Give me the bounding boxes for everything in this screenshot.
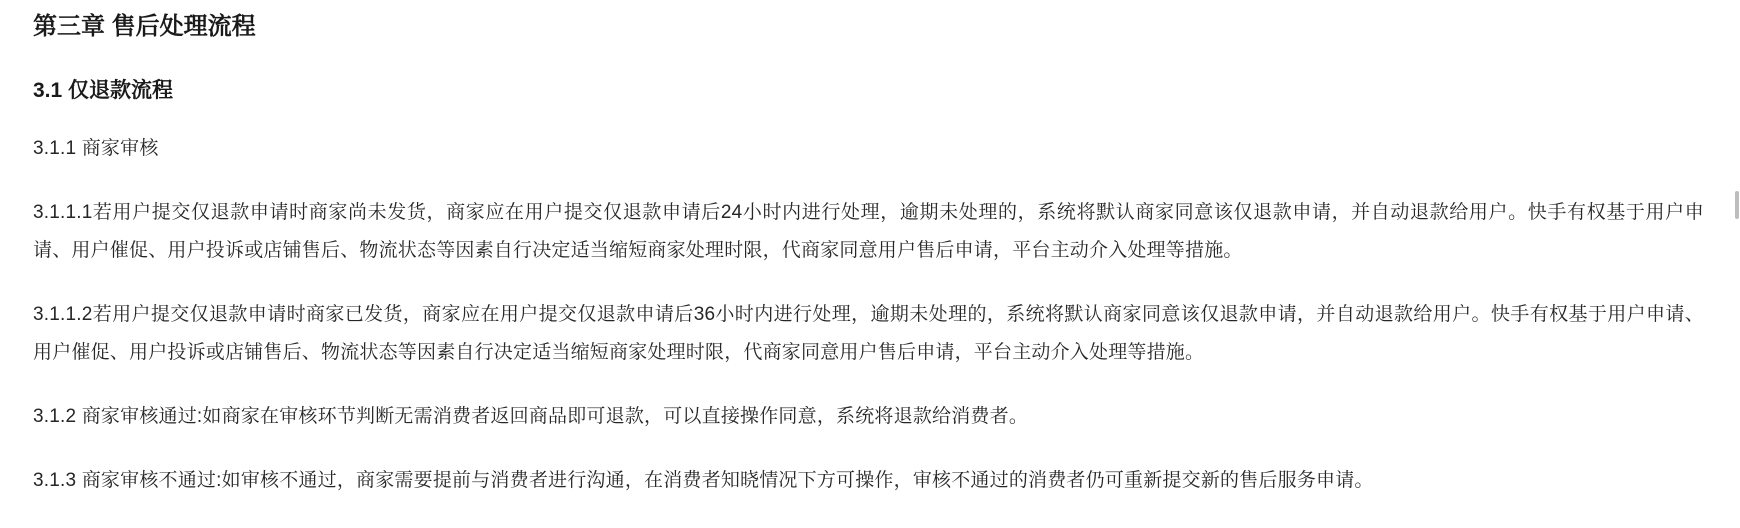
paragraph-3-1-2: 3.1.2 商家审核通过:如商家在审核环节判断无需消费者返回商品即可退款，可以直接操作同意，系统将退款给消费者。 — [33, 406, 1029, 427]
scrollbar[interactable] — [1734, 0, 1740, 528]
paragraph-3-1-1-2: 3.1.1.2若用户提交仅退款申请时商家已发货，商家应在用户提交仅退款申请后36小时内进行处理，逾期未处理的，系统将默认商家同意该仅退款申请，并自动退款给用户。快手有权基于用户申请、用户催促、用户投诉或店铺售后、物流状态等因素自行决定适当缩短商家处理时限，代商家同意用户售后申请，平台主动介入处理等措施。 — [33, 304, 1704, 363]
section-heading: 3.1 仅退款流程 — [33, 79, 174, 102]
paragraph-3-1-1-1: 3.1.1.1若用户提交仅退款申请时商家尚未发货，商家应在用户提交仅退款申请后24小时内进行处理，逾期未处理的，系统将默认商家同意该仅退款申请，并自动退款给用户。快手有权基于用户申请、用户催促、用户投诉或店铺售后、物流状态等因素自行决定适当缩短商家处理时限，代商家同意用户售后申请，平台主动介入处理等措施。 — [33, 202, 1704, 261]
scrollbar-thumb[interactable] — [1735, 191, 1739, 219]
chapter-heading: 第三章 售后处理流程 — [33, 13, 256, 40]
paragraph-3-1-3: 3.1.3 商家审核不通过:如审核不通过，商家需要提前与消费者进行沟通，在消费者知晓情况下方可操作，审核不通过的消费者仍可重新提交新的售后服务申请。 — [33, 470, 1374, 491]
paragraph-merchant-review: 3.1.1 商家审核 — [33, 138, 159, 159]
